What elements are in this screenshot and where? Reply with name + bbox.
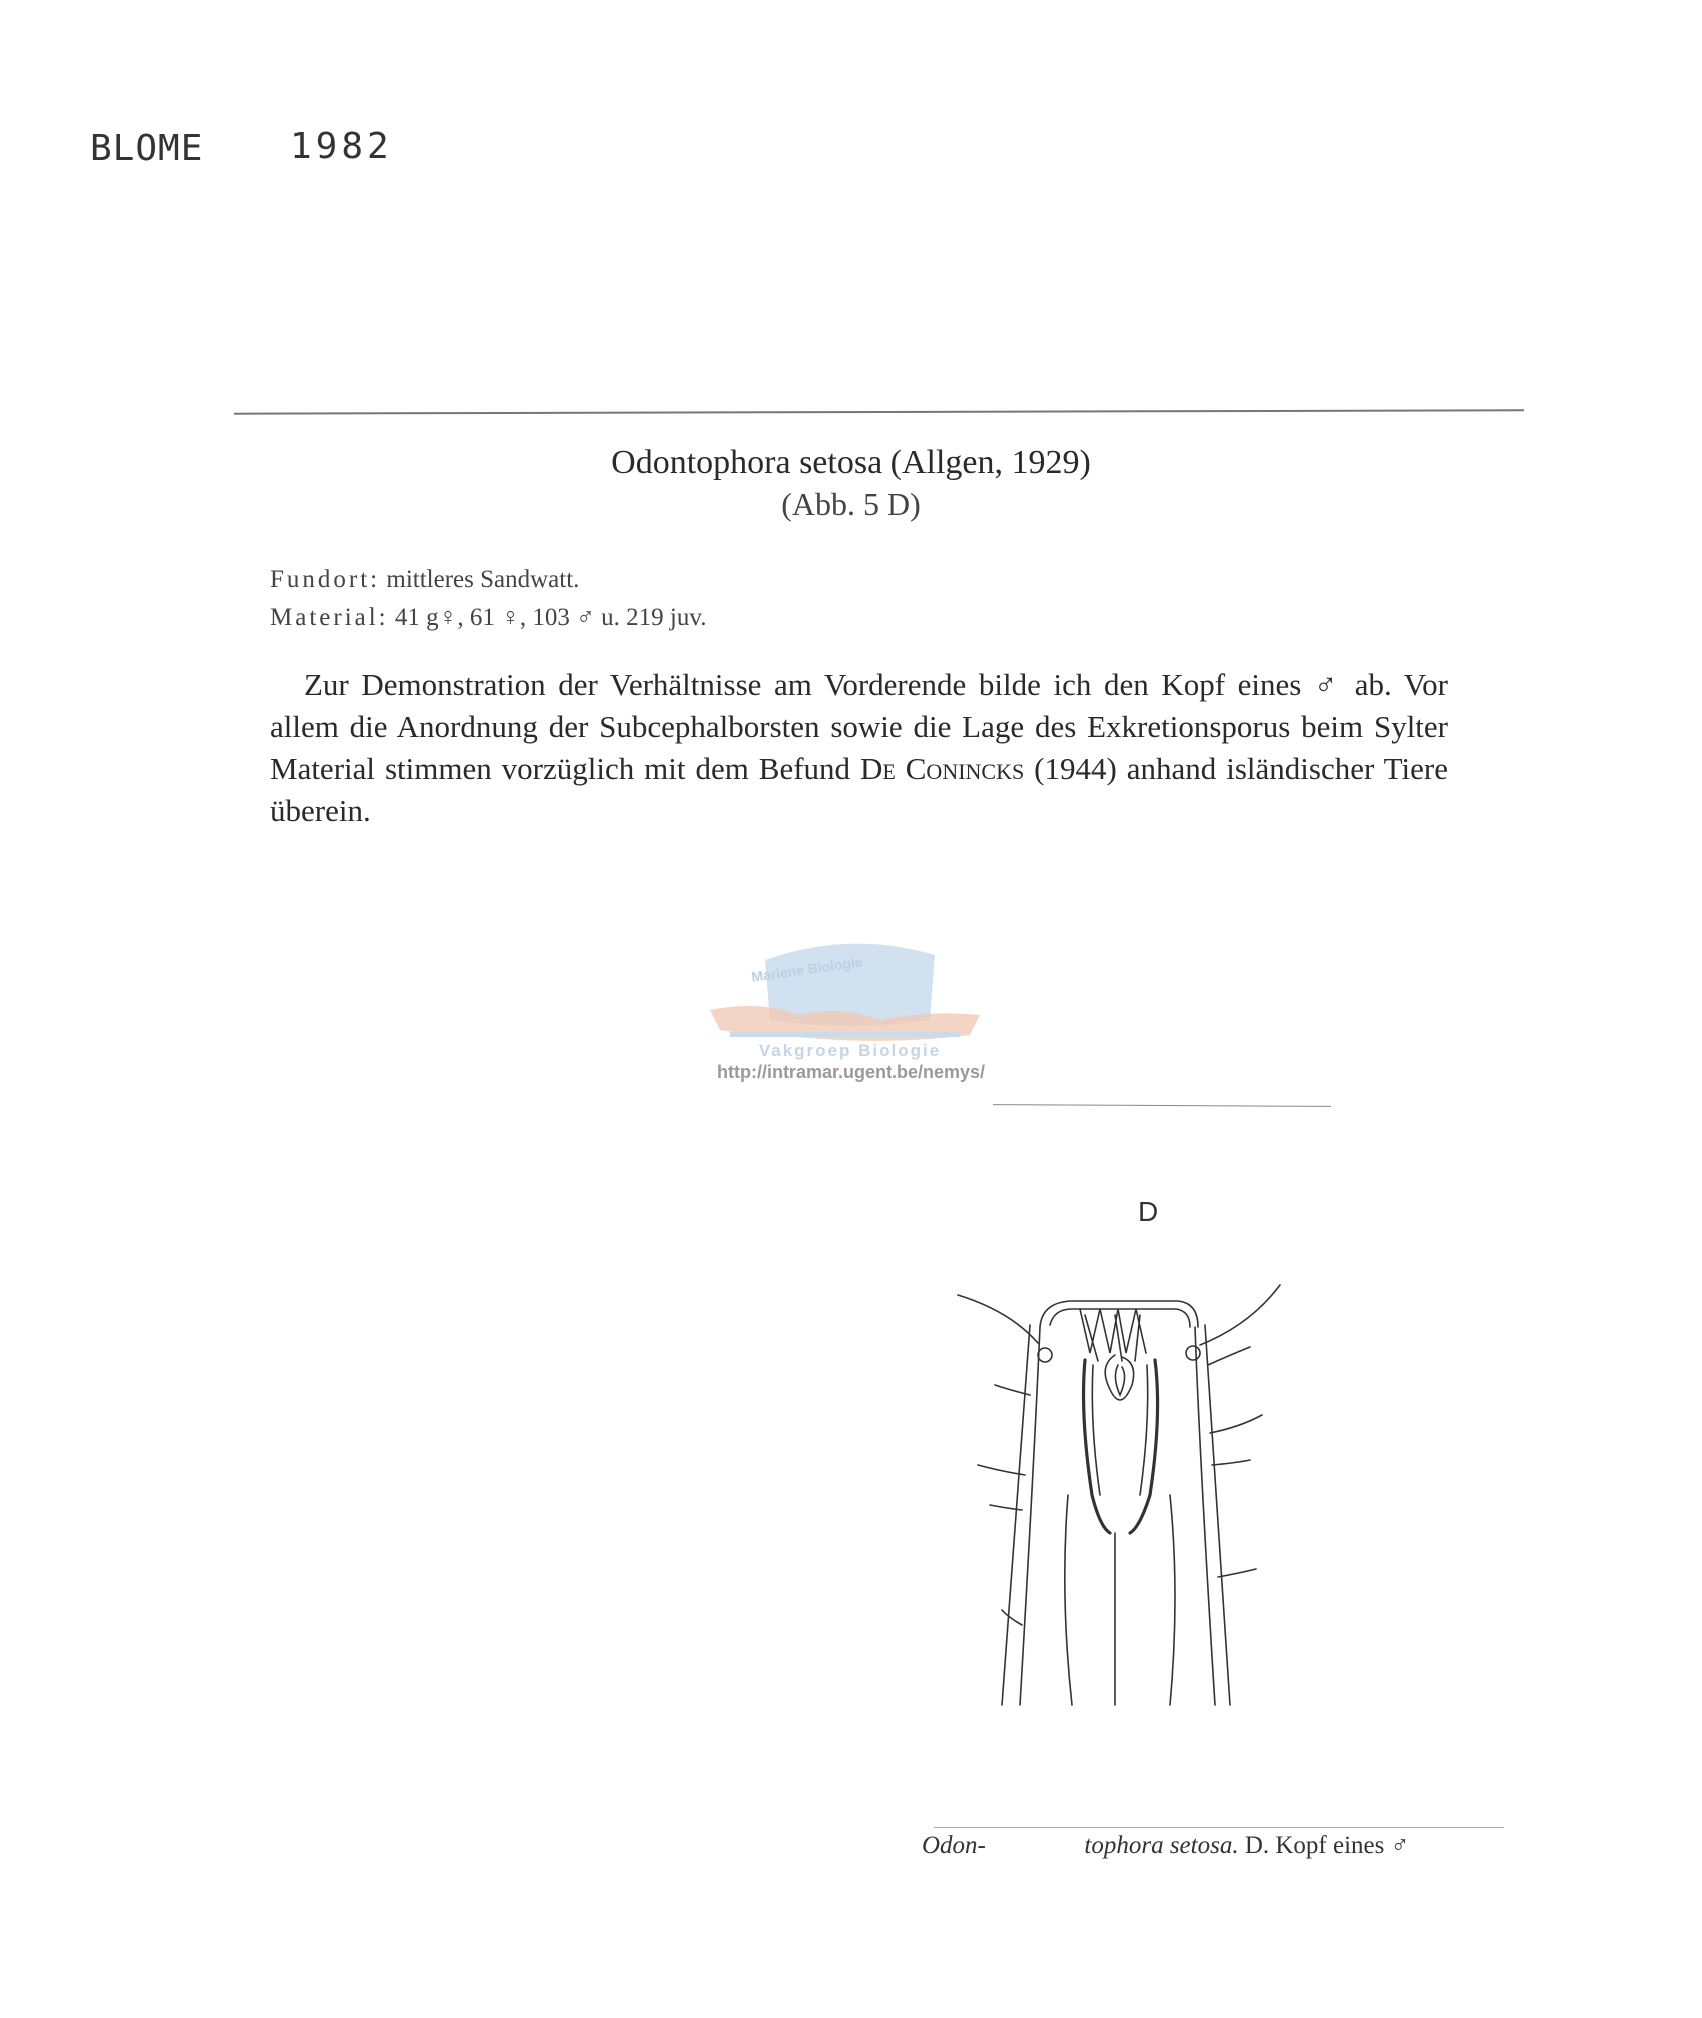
watermark-org-text: Vakgroep Biologie: [758, 1041, 942, 1060]
fundort-label: Fundort:: [270, 566, 381, 593]
top-divider: [234, 409, 1524, 414]
publication-year: 1982: [290, 126, 393, 167]
fundort-line: [270, 566, 579, 594]
paragraph-text-1: Zur Demonstration der Verhältnisse am Vorderende bilde ich den Kopf eines ♂ ab. Vor allem die Anordnung der Subcephalborsten sowie die Lage des Exkretionsporus beim Sylter Material stimmen vorzüglich mit dem Befund: [270, 667, 1448, 786]
caption-part-1: Odon-: [922, 1832, 986, 1859]
nematode-head-drawing: [950, 1265, 1290, 1725]
watermark-url: http://intramar.ugent.be/nemys/: [716, 1062, 986, 1082]
species-title: Odontophora setosa (Allgen, 1929): [611, 444, 1091, 481]
caption-divider: [934, 1827, 1504, 1828]
figure-letter: D: [1138, 1196, 1159, 1227]
author-citation: De Conincks: [859, 751, 1025, 786]
author-name: BLOME: [90, 128, 204, 169]
material-line: [270, 604, 706, 632]
paragraph-text-2: (1944) anhand isländischer Tiere überein.: [270, 751, 1448, 828]
caption-part-2: tophora setosa.: [1084, 1832, 1239, 1859]
body-paragraph: [270, 664, 1448, 832]
caption-part-3: D. Kopf eines ♂: [1244, 1832, 1410, 1859]
watermark-arc-text: Mariene Biologie: [750, 953, 864, 985]
material-value: 41 g♀, 61 ♀, 103 ♂ u. 219 juv.: [394, 604, 707, 631]
figure-caption: [922, 1832, 1409, 1860]
figure-reference: (Abb. 5 D): [781, 486, 921, 522]
figure-divider: [993, 1104, 1331, 1107]
material-label: Material:: [270, 604, 389, 631]
fundort-value: mittleres Sandwatt.: [386, 566, 580, 593]
